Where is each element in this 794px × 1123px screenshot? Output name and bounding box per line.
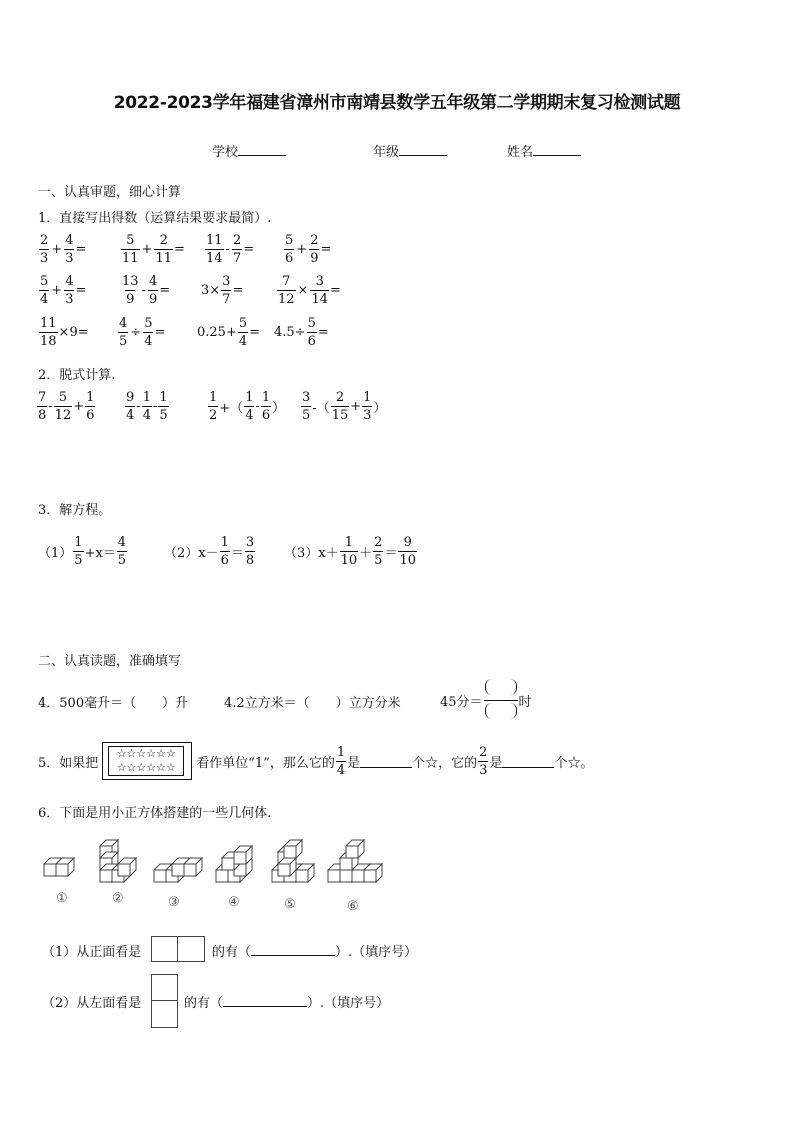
grade-blank[interactable] (399, 142, 447, 156)
fraction: $\frac{4}{5}$ (117, 535, 127, 568)
fraction: $\frac{1}{4}$ (336, 744, 346, 778)
fraction: $\frac{13}{9}$ (122, 274, 139, 307)
fraction: $\frac{5}{4}$ (238, 316, 248, 349)
q1-r3-item2: $\frac{4}{5}$ ÷ $\frac{5}{4}$ = (119, 316, 166, 349)
fraction: $\frac{1}{4}$ (142, 390, 151, 423)
fraction: $\frac{2}{9}$ (310, 233, 319, 266)
q2-item3: $\frac{1}{2}$ +（ $\frac{1}{4}$ - $\frac{1}{6}$ ） (209, 390, 286, 423)
q5-blank2[interactable] (502, 754, 554, 768)
fraction: $\frac{9}{4}$ (126, 390, 135, 423)
fraction: $\frac{2}{3}$ (479, 744, 488, 778)
fraction: $\frac{2}{5}$ (374, 535, 383, 568)
fraction: $\frac{9}{10}$ (399, 535, 417, 568)
fraction: $\frac{5}{6}$ (285, 233, 294, 266)
school-field[interactable] (212, 141, 286, 160)
grade-field[interactable] (373, 141, 447, 160)
q6-sub2-prefix: （2）从左面看是 (42, 996, 142, 1011)
school-blank[interactable] (238, 142, 286, 156)
front-view-shape (151, 936, 205, 962)
fraction: $\frac{3}{14}$ (311, 274, 328, 307)
section1-heading: 一、认真审题，细心计算 (38, 185, 182, 200)
q1-label: 1．直接写出得数（运算结果要求最简）. (38, 211, 272, 226)
q4-part3: 45分＝ 时 (440, 679, 532, 722)
q1-r1-item2: $\frac{5}{11}$ + $\frac{2}{11}$ = (122, 233, 185, 266)
q1-r3-item3: 0.25+ $\frac{5}{4}$ = (197, 316, 261, 349)
fraction: $\frac{7}{12}$ (278, 274, 295, 307)
q1-r3-item1: $\frac{11}{18}$ ×9= (40, 316, 89, 349)
fraction: $\frac{4}{3}$ (65, 233, 74, 266)
q6-sub1-middle: 的有（ ）.（填序号） (212, 941, 417, 960)
grade-label: 年级 (373, 145, 400, 160)
left-view-shape (151, 974, 178, 1028)
q1-r1-item3: $\frac{11}{14}$ - $\frac{2}{7}$ = (206, 233, 255, 266)
q3-label: 3．解方程。 (38, 503, 112, 518)
figure-2 (100, 840, 136, 882)
q2-item1: $\frac{7}{8}$ - $\frac{5}{12}$ + $\frac{1}{6}$ (38, 390, 95, 423)
q5: 5．如果把 ☆☆☆☆☆☆ ☆☆☆☆☆☆ 看作单位“1”，那么它的 $\frac{1}{4}$ 是 个☆，它的 $\frac{2}{3}$ 是 个☆。 (38, 742, 593, 780)
cube-figures (36, 836, 396, 916)
fraction: $\frac{1}{6}$ (220, 535, 229, 568)
fraction: $\frac{2}{3}$ (40, 233, 49, 266)
blank-fraction[interactable] (484, 679, 518, 722)
fraction: $\frac{5}{4}$ (40, 274, 49, 307)
figure-3 (154, 858, 202, 882)
figure-6 (328, 840, 382, 882)
name-field[interactable] (507, 141, 581, 160)
star-row: ☆☆☆☆☆☆ (116, 747, 176, 760)
q6-sub1-blank[interactable] (251, 942, 335, 956)
figure-number: ⑤ (284, 897, 296, 912)
q2-item2: $\frac{9}{4}$ - $\frac{1}{4}$ - $\frac{1}{5}$ (126, 390, 168, 423)
figure-number: ① (56, 891, 68, 906)
fraction: $\frac{3}{7}$ (222, 274, 231, 307)
q1-r1-item4: $\frac{5}{6}$ + $\frac{2}{9}$ = (285, 233, 332, 266)
q4-part1: 4．500毫升＝（ ）升 (38, 696, 189, 711)
fraction: $\frac{1}{10}$ (340, 535, 358, 568)
q1-r2-item1: $\frac{5}{4}$ + $\frac{4}{3}$ = (40, 274, 87, 307)
name-blank[interactable] (533, 142, 581, 156)
fraction: $\frac{1}{6}$ (86, 390, 95, 423)
fraction: $\frac{3}{8}$ (245, 535, 255, 568)
fraction: $\frac{1}{6}$ (261, 390, 271, 423)
star-row: ☆☆☆☆☆☆ (116, 761, 176, 774)
q1-r1-item1: $\frac{2}{3}$ + $\frac{4}{3}$ = (40, 233, 87, 266)
fraction: $\frac{1}{5}$ (159, 390, 168, 423)
fraction: $\frac{1}{4}$ (245, 390, 254, 423)
fraction: $\frac{5}{11}$ (122, 233, 139, 266)
q2-item4: $\frac{3}{5}$ -（ $\frac{2}{15}$ + $\frac{1}{3}$ ） (302, 390, 387, 423)
figure-number: ④ (228, 895, 240, 910)
q3-eq1: （1） $\frac{1}{5}$ +x＝ $\frac{4}{5}$ (38, 535, 127, 568)
figure-number: ③ (168, 895, 180, 910)
q6-sub2-middle: 的有（ ）.（填序号） (184, 992, 389, 1011)
fraction: $\frac{11}{18}$ (40, 316, 57, 349)
figure-5 (272, 840, 314, 882)
figure-number: ② (112, 891, 124, 906)
section2-heading: 二、认真读题，准确填写 (38, 654, 182, 669)
q1-r2-item2: $\frac{13}{9}$ - $\frac{4}{9}$ = (122, 274, 171, 307)
fraction: $\frac{2}{15}$ (331, 390, 349, 423)
fraction: $\frac{4}{3}$ (65, 274, 74, 307)
fraction: $\frac{1}{2}$ (209, 390, 218, 423)
figure-1 (44, 858, 74, 876)
fraction: $\frac{1}{3}$ (363, 390, 372, 423)
fraction: $\frac{7}{8}$ (38, 390, 47, 423)
q1-r2-item4: $\frac{7}{12}$ × $\frac{3}{14}$ = (278, 274, 341, 307)
q6-sub1-prefix: （1）从正面看是 (42, 945, 142, 960)
q1-r3-item4: 4.5÷ $\frac{5}{6}$ = (274, 316, 329, 349)
fraction: $\frac{5}{6}$ (307, 316, 316, 349)
fraction: $\frac{1}{5}$ (74, 535, 83, 568)
fraction: $\frac{5}{4}$ (144, 316, 153, 349)
q3-eq3: （3）x＋ $\frac{1}{10}$ ＋ $\frac{2}{5}$ ＝ $\frac{9}{10}$ (284, 535, 417, 568)
fraction: $\frac{11}{14}$ (206, 233, 223, 266)
fraction: $\frac{4}{9}$ (148, 274, 158, 307)
q3-eq2: （2）x－ $\frac{1}{6}$ ＝ $\frac{3}{8}$ (164, 535, 255, 568)
q5-blank1[interactable] (360, 754, 412, 768)
figure-number: ⑥ (347, 899, 359, 914)
fraction: $\frac{2}{7}$ (232, 233, 242, 266)
page-title: 2022-2023学年福建省漳州市南靖县数学五年级第二学期期末复习检测试题 (113, 93, 681, 113)
fraction: $\frac{3}{5}$ (302, 390, 311, 423)
school-label: 学校 (212, 145, 239, 160)
fraction: $\frac{4}{5}$ (119, 316, 128, 349)
q4-part2: 4.2立方米＝（ ）立方分米 (224, 696, 401, 711)
star-box (102, 742, 192, 780)
fraction: $\frac{5}{12}$ (54, 390, 72, 423)
q2-label: 2．脱式计算. (38, 368, 116, 383)
fraction: $\frac{2}{11}$ (155, 233, 172, 266)
q6-label: 6．下面是用小正方体搭建的一些几何体. (38, 806, 272, 821)
figure-4 (216, 846, 252, 882)
q1-r2-item3: 3× $\frac{3}{7}$ = (201, 274, 244, 307)
name-label: 姓名 (507, 145, 534, 160)
q6-sub2-blank[interactable] (223, 993, 307, 1007)
